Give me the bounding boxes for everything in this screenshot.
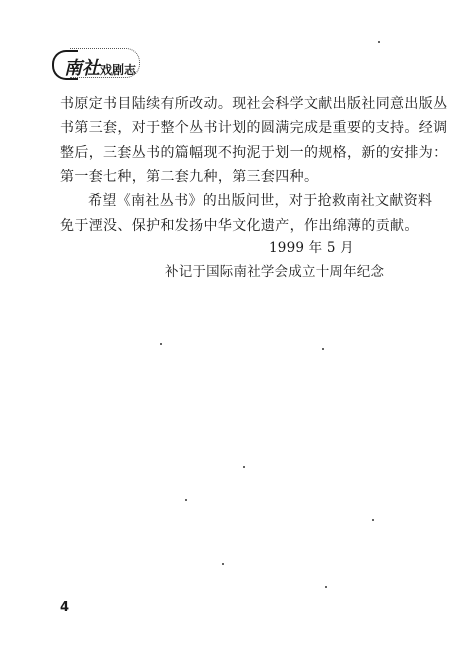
header-title-rest: 戏剧志 <box>100 63 137 77</box>
scan-speck <box>372 519 374 521</box>
signature-date: 1999 年 5 月 <box>269 240 354 256</box>
body-line: 免于湮没、保护和发扬中华文化遗产，作出绵薄的贡献。 <box>60 218 419 234</box>
scan-speck <box>185 499 187 501</box>
scan-speck <box>222 563 224 565</box>
body-line: 书第三套，对于整个丛书计划的圆满完成是重要的支持。经调 <box>60 120 448 136</box>
scan-speck <box>325 586 327 588</box>
running-header-title <box>64 54 136 80</box>
signature-note: 补记于国际南社学会成立十周年纪念 <box>165 264 385 280</box>
scan-speck <box>322 348 324 350</box>
body-line: 希望《南社丛书》的出版问世，对于抢救南社文献资料 <box>88 193 433 209</box>
scan-speck <box>378 41 380 43</box>
body-line: 整后，三套丛书的篇幅现不拘泥于划一的规格，新的安排为： <box>60 145 448 161</box>
body-line: 书原定书目陆续有所改动。现社会科学文献出版社同意出版丛 <box>60 96 448 112</box>
header-title-script: 南社 <box>64 58 100 79</box>
scan-speck <box>160 343 162 345</box>
scan-speck <box>243 466 245 468</box>
body-line: 第一套七种，第二套九种，第三套四种。 <box>60 169 319 185</box>
page-number: 4 <box>60 600 70 615</box>
